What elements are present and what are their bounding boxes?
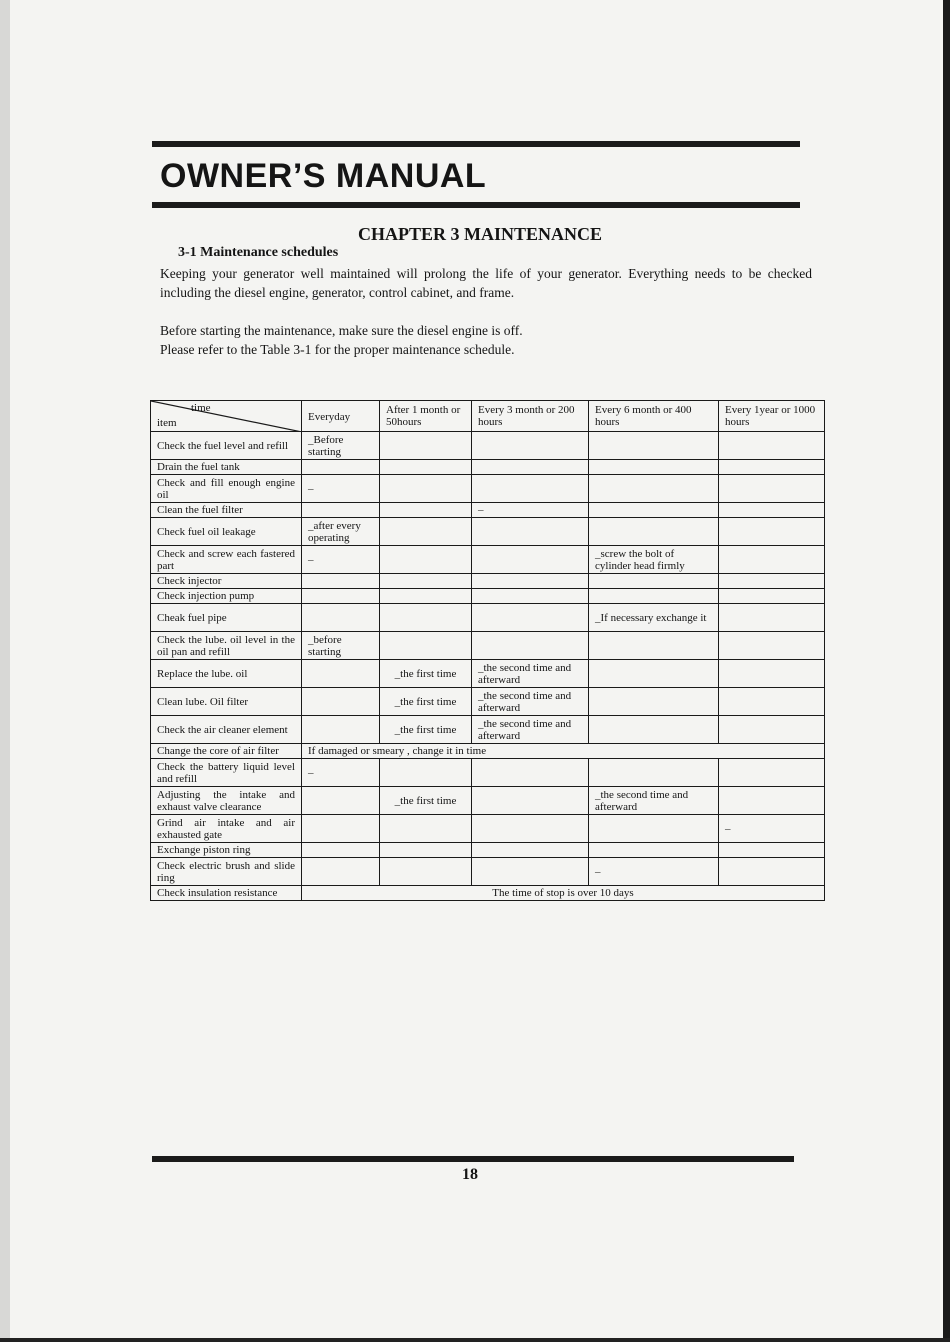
maintenance-item-cell: Adjusting the intake and exhaust valve clearance bbox=[151, 787, 302, 815]
schedule-cell: _the first time bbox=[380, 660, 472, 688]
table-row bbox=[151, 716, 825, 744]
maintenance-item-cell: Grind air intake and air exhausted gate bbox=[151, 815, 302, 843]
schedule-cell bbox=[472, 787, 589, 815]
schedule-cell: _the first time bbox=[380, 716, 472, 744]
schedule-cell bbox=[719, 858, 825, 886]
schedule-cell bbox=[302, 858, 380, 886]
schedule-cell bbox=[589, 589, 719, 604]
schedule-cell bbox=[380, 460, 472, 475]
schedule-cell bbox=[472, 518, 589, 546]
schedule-cell bbox=[380, 759, 472, 787]
table-row bbox=[151, 886, 825, 901]
schedule-cell bbox=[380, 858, 472, 886]
schedule-cell bbox=[589, 632, 719, 660]
note-refer-table: Please refer to the Table 3-1 for the proper maintenance schedule. bbox=[160, 342, 515, 357]
corner-header-cell bbox=[151, 401, 302, 432]
schedule-cell bbox=[719, 843, 825, 858]
table-row bbox=[151, 460, 825, 475]
maintenance-item-cell: Change the core of air filter bbox=[151, 744, 302, 759]
schedule-cell: – bbox=[302, 475, 380, 503]
schedule-cell bbox=[589, 518, 719, 546]
column-header: Every 1year or 1000 hours bbox=[719, 401, 825, 432]
spanning-note-cell: The time of stop is over 10 days bbox=[302, 886, 825, 901]
schedule-cell bbox=[302, 688, 380, 716]
intro-paragraph: Keeping your generator well maintained will prolong the life of your generator. Everything needs to be checked including the diesel engine, generator, control cabinet, and frame. bbox=[160, 266, 812, 300]
header-rule-top bbox=[152, 141, 800, 147]
table-row bbox=[151, 432, 825, 460]
schedule-cell bbox=[719, 475, 825, 503]
schedule-cell bbox=[302, 716, 380, 744]
maintenance-item-cell: Check and screw each fastered part bbox=[151, 546, 302, 574]
maintenance-item-cell: Check fuel oil leakage bbox=[151, 518, 302, 546]
table-row bbox=[151, 787, 825, 815]
page-right-edge bbox=[943, 0, 950, 1342]
schedule-cell bbox=[472, 589, 589, 604]
schedule-cell bbox=[589, 843, 719, 858]
maintenance-item-cell: Check the air cleaner element bbox=[151, 716, 302, 744]
schedule-cell: – bbox=[589, 858, 719, 886]
schedule-cell: _before starting bbox=[302, 632, 380, 660]
schedule-cell bbox=[472, 460, 589, 475]
schedule-cell bbox=[302, 589, 380, 604]
schedule-cell: _If necessary exchange it bbox=[589, 604, 719, 632]
schedule-cell bbox=[589, 759, 719, 787]
maintenance-item-cell: Exchange piston ring bbox=[151, 843, 302, 858]
maintenance-item-cell: Check and fill enough engine oil bbox=[151, 475, 302, 503]
schedule-cell: _the second time and afterward bbox=[589, 787, 719, 815]
schedule-cell bbox=[380, 574, 472, 589]
schedule-cell bbox=[589, 815, 719, 843]
schedule-cell bbox=[719, 518, 825, 546]
schedule-cell bbox=[589, 460, 719, 475]
schedule-cell bbox=[589, 660, 719, 688]
schedule-cell bbox=[719, 460, 825, 475]
schedule-cell bbox=[589, 503, 719, 518]
schedule-cell bbox=[302, 604, 380, 632]
schedule-cell bbox=[472, 604, 589, 632]
schedule-cell: – bbox=[302, 759, 380, 787]
table-row bbox=[151, 759, 825, 787]
column-header: Everyday bbox=[302, 401, 380, 432]
section-heading: 3-1 Maintenance schedules bbox=[178, 245, 339, 260]
schedule-cell bbox=[589, 716, 719, 744]
maintenance-item-cell: Check injection pump bbox=[151, 589, 302, 604]
schedule-cell bbox=[380, 546, 472, 574]
table-row bbox=[151, 843, 825, 858]
table-row bbox=[151, 475, 825, 503]
schedule-cell: _the second time and afterward bbox=[472, 660, 589, 688]
schedule-cell bbox=[472, 759, 589, 787]
maintenance-item-cell: Drain the fuel tank bbox=[151, 460, 302, 475]
schedule-cell bbox=[302, 503, 380, 518]
maintenance-item-cell: Replace the lube. oil bbox=[151, 660, 302, 688]
page-number: 18 bbox=[462, 1166, 478, 1183]
page-left-edge bbox=[0, 0, 10, 1342]
schedule-cell bbox=[302, 787, 380, 815]
schedule-cell bbox=[302, 460, 380, 475]
schedule-cell bbox=[472, 475, 589, 503]
schedule-cell bbox=[589, 432, 719, 460]
spanning-note-cell: If damaged or smeary , change it in time bbox=[302, 744, 825, 759]
table-row bbox=[151, 858, 825, 886]
schedule-cell bbox=[302, 843, 380, 858]
footer-rule bbox=[152, 1156, 794, 1162]
schedule-cell bbox=[719, 660, 825, 688]
schedule-cell bbox=[380, 815, 472, 843]
schedule-cell bbox=[589, 688, 719, 716]
schedule-cell bbox=[380, 632, 472, 660]
schedule-cell bbox=[719, 632, 825, 660]
table-row bbox=[151, 815, 825, 843]
schedule-cell bbox=[472, 858, 589, 886]
schedule-cell bbox=[380, 503, 472, 518]
schedule-cell: _the second time and afterward bbox=[472, 716, 589, 744]
schedule-table-body bbox=[151, 401, 825, 901]
schedule-cell bbox=[380, 475, 472, 503]
schedule-cell bbox=[719, 688, 825, 716]
schedule-cell bbox=[589, 574, 719, 589]
table-row bbox=[151, 546, 825, 574]
schedule-cell bbox=[719, 432, 825, 460]
schedule-cell bbox=[472, 843, 589, 858]
maintenance-item-cell: Cheak fuel pipe bbox=[151, 604, 302, 632]
schedule-cell bbox=[719, 589, 825, 604]
schedule-cell: _screw the bolt of cylinder head firmly bbox=[589, 546, 719, 574]
schedule-cell: _the first time bbox=[380, 787, 472, 815]
schedule-cell bbox=[380, 589, 472, 604]
table-row bbox=[151, 518, 825, 546]
schedule-cell bbox=[302, 574, 380, 589]
note-engine-off: Before starting the maintenance, make sure the diesel engine is off. bbox=[160, 323, 523, 338]
schedule-cell: _the first time bbox=[380, 688, 472, 716]
maintenance-item-cell: Check insulation resistance bbox=[151, 886, 302, 901]
corner-time-label: time bbox=[191, 402, 211, 414]
maintenance-item-cell: Check injector bbox=[151, 574, 302, 589]
maintenance-item-cell: Clean lube. Oil filter bbox=[151, 688, 302, 716]
schedule-cell bbox=[719, 759, 825, 787]
schedule-cell bbox=[302, 660, 380, 688]
schedule-cell: _Before starting bbox=[302, 432, 380, 460]
schedule-cell: _after every operating bbox=[302, 518, 380, 546]
schedule-cell bbox=[719, 503, 825, 518]
maintenance-item-cell: Check the fuel level and refill bbox=[151, 432, 302, 460]
column-header: Every 6 month or 400 hours bbox=[589, 401, 719, 432]
schedule-cell bbox=[472, 546, 589, 574]
table-row bbox=[151, 604, 825, 632]
page-title: OWNER’S MANUAL bbox=[160, 157, 487, 195]
schedule-cell bbox=[719, 604, 825, 632]
schedule-cell: – bbox=[472, 503, 589, 518]
schedule-cell bbox=[380, 518, 472, 546]
table-row bbox=[151, 589, 825, 604]
schedule-cell bbox=[719, 546, 825, 574]
schedule-cell bbox=[380, 604, 472, 632]
schedule-cell: – bbox=[719, 815, 825, 843]
schedule-cell bbox=[472, 574, 589, 589]
table-row bbox=[151, 632, 825, 660]
maintenance-schedule-table bbox=[150, 400, 825, 901]
chapter-heading: CHAPTER 3 MAINTENANCE bbox=[358, 224, 603, 244]
schedule-cell bbox=[719, 574, 825, 589]
schedule-cell bbox=[589, 475, 719, 503]
maintenance-item-cell: Check electric brush and slide ring bbox=[151, 858, 302, 886]
corner-item-label: item bbox=[157, 417, 177, 429]
schedule-cell bbox=[380, 432, 472, 460]
table-row bbox=[151, 574, 825, 589]
maintenance-item-cell: Clean the fuel filter bbox=[151, 503, 302, 518]
schedule-cell: _the second time and afterward bbox=[472, 688, 589, 716]
table-row bbox=[151, 688, 825, 716]
table-header-row bbox=[151, 401, 825, 432]
schedule-cell bbox=[472, 432, 589, 460]
table-row bbox=[151, 744, 825, 759]
table-row bbox=[151, 503, 825, 518]
maintenance-item-cell: Check the lube. oil level in the oil pan and refill bbox=[151, 632, 302, 660]
column-header: After 1 month or 50hours bbox=[380, 401, 472, 432]
table-row bbox=[151, 660, 825, 688]
page-bottom-edge bbox=[0, 1338, 950, 1342]
header-rule-bottom bbox=[152, 202, 800, 208]
schedule-cell bbox=[719, 787, 825, 815]
schedule-cell: – bbox=[302, 546, 380, 574]
schedule-cell bbox=[472, 815, 589, 843]
column-header: Every 3 month or 200 hours bbox=[472, 401, 589, 432]
schedule-cell bbox=[472, 632, 589, 660]
schedule-cell bbox=[302, 815, 380, 843]
schedule-cell bbox=[380, 843, 472, 858]
maintenance-item-cell: Check the battery liquid level and refill bbox=[151, 759, 302, 787]
schedule-cell bbox=[719, 716, 825, 744]
